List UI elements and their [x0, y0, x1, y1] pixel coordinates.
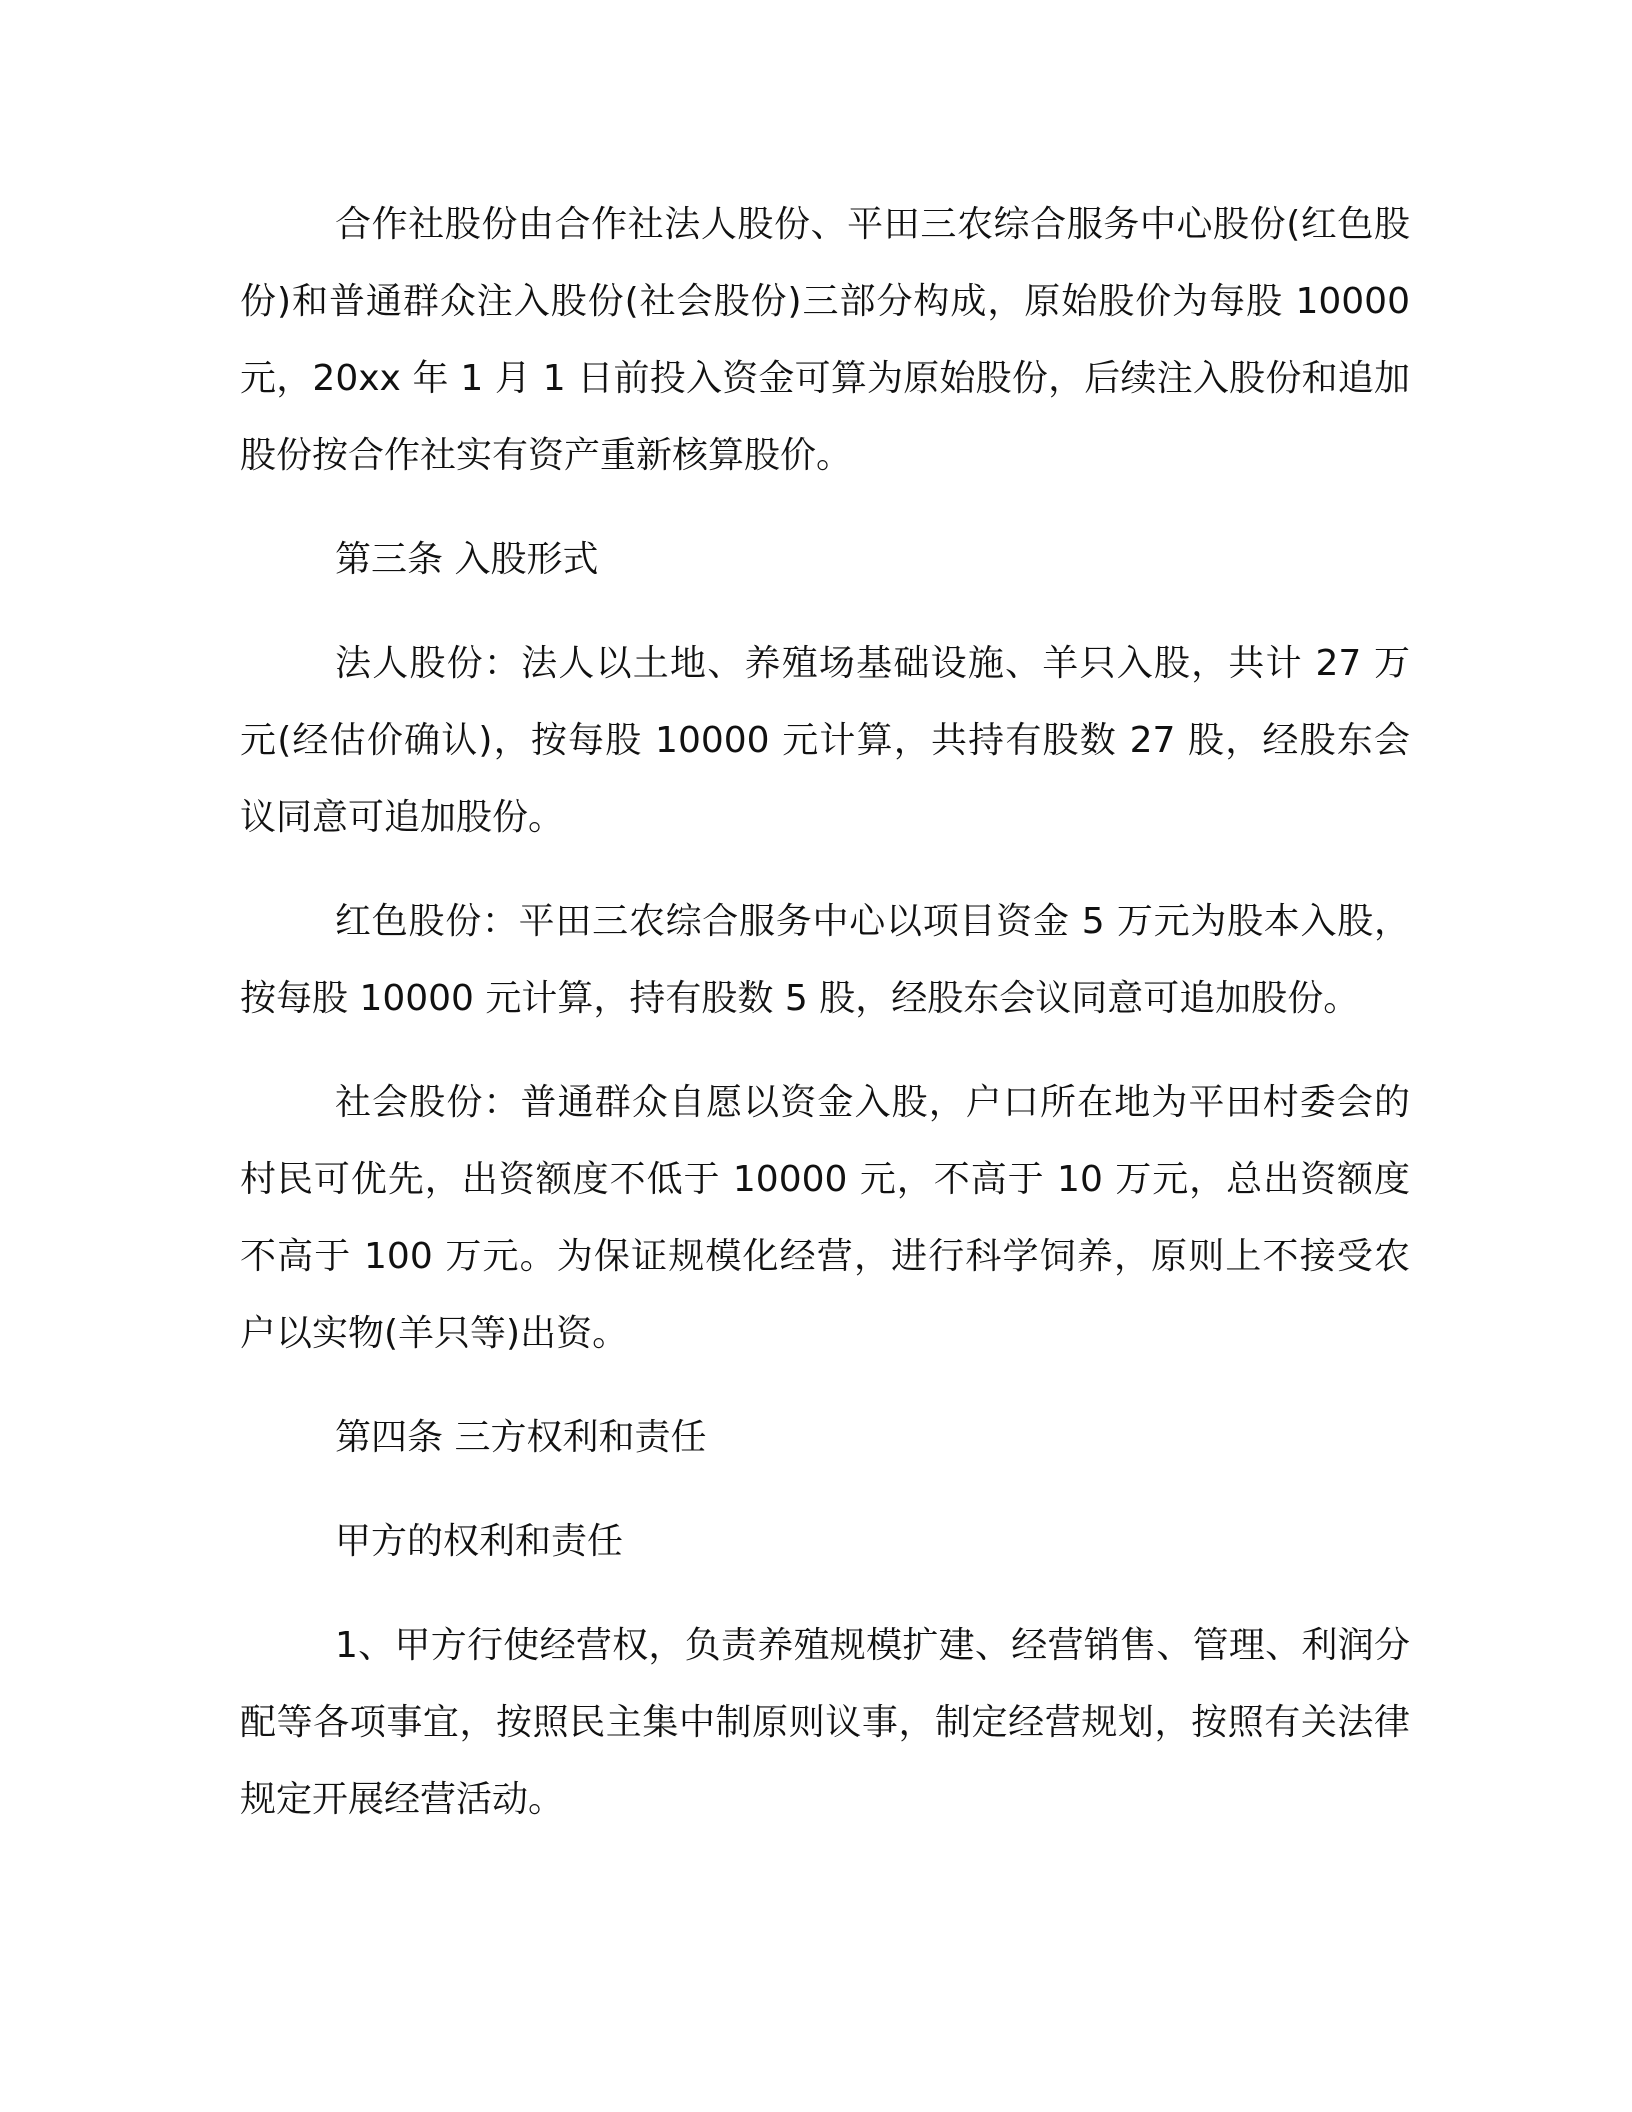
paragraph-red-shares: 红色股份：平田三农综合服务中心以项目资金 5 万元为股本入股，按每股 10000 元计算，持有股数 5 股，经股东会议同意可追加股份。 [240, 901, 1410, 1019]
heading-article-3: 第三条 入股形式 [335, 539, 599, 580]
document-body [240, 186, 1410, 1838]
paragraph-legal-person-shares: 法人股份：法人以土地、养殖场基础设施、羊只入股，共计 27 万元(经估价确认)，按每股 10000 元计算，共持有股数 27 股，经股东会议同意可追加股份。 [240, 643, 1410, 838]
subheading-party-a: 甲方的权利和责任 [335, 1521, 624, 1562]
paragraph-social-shares: 社会股份：普通群众自愿以资金入股，户口所在地为平田村委会的村民可优先，出资额度不低于 10000 元，不高于 10 万元，总出资额度不高于 100 万元。为保证规模化经营，进行科学饲养，原则上不接受农户以实物(羊只等)出资。 [240, 1082, 1410, 1354]
paragraph-share-composition: 合作社股份由合作社法人股份、平田三农综合服务中心股份(红色股份)和普通群众注入股份(社会股份)三部分构成，原始股价为每股 10000 元，20xx 年 1 月 1 日前投入资金可算为原始股份，后续注入股份和追加股份按合作社实有资产重新核算股价。 [240, 204, 1410, 476]
paragraph-party-a-item-1: 1、甲方行使经营权，负责养殖规模扩建、经营销售、管理、利润分配等各项事宜，按照民主集中制原则议事，制定经营规划，按照有关法律规定开展经营活动。 [240, 1625, 1410, 1820]
heading-article-4: 第四条 三方权利和责任 [335, 1417, 707, 1458]
